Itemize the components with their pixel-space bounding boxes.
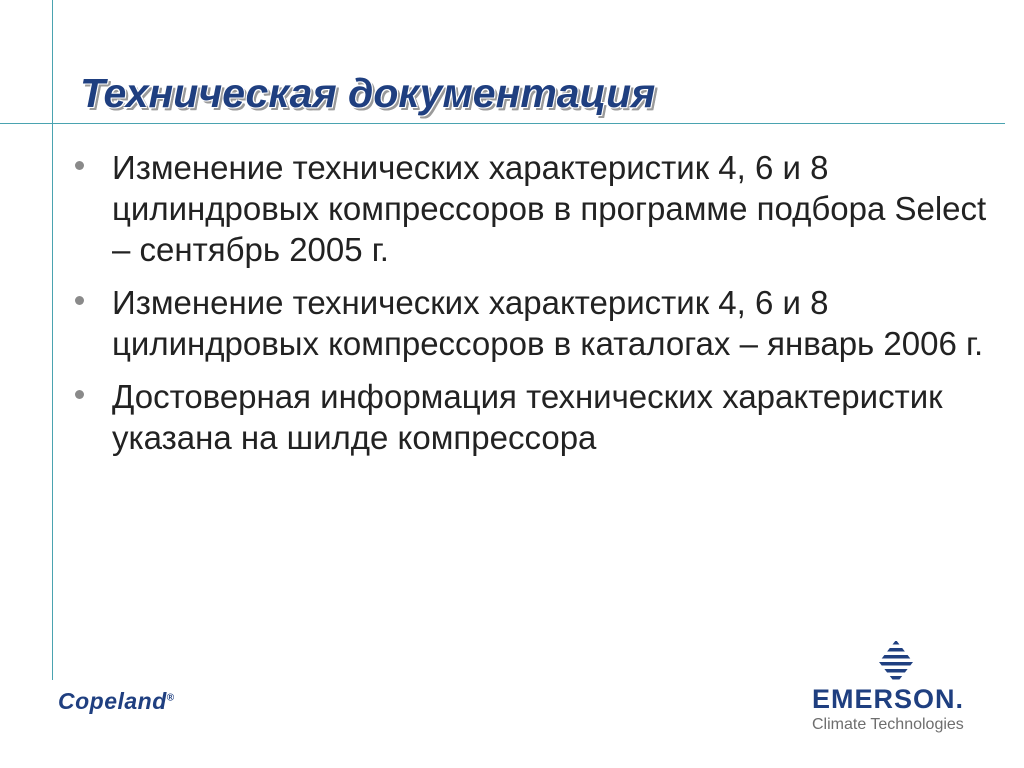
bullet-dot-icon [75,296,84,305]
horizontal-rule [0,123,1005,124]
emerson-tagline: Climate Technologies [812,716,964,733]
vertical-rule [52,0,53,680]
registered-mark: ® [166,692,175,704]
bullet-dot-icon [75,161,84,170]
bullet-dot-icon [75,390,84,399]
copeland-logo [58,688,175,715]
bullet-list [72,147,992,470]
bullet-item [72,147,992,270]
copeland-logo-text: Copeland [58,688,167,714]
bullet-item [72,282,992,364]
bullet-text: Достоверная информация технических характеристик указана на шилде компрессора [112,378,943,456]
slide-title: Техническая документация [80,70,656,116]
emerson-diamond-stripes-icon [879,640,913,684]
emerson-logo [812,640,992,740]
emerson-wordmark: EMERSON. [812,684,965,714]
bullet-item [72,376,992,458]
bullet-text: Изменение технических характеристик 4, 6 и 8 цилиндровых компрессоров в программе подбора Select – сентябрь 2005 г. [112,149,987,268]
bullet-text: Изменение технических характеристик 4, 6 и 8 цилиндровых компрессоров в каталогах – январь 2006 г. [112,284,984,362]
